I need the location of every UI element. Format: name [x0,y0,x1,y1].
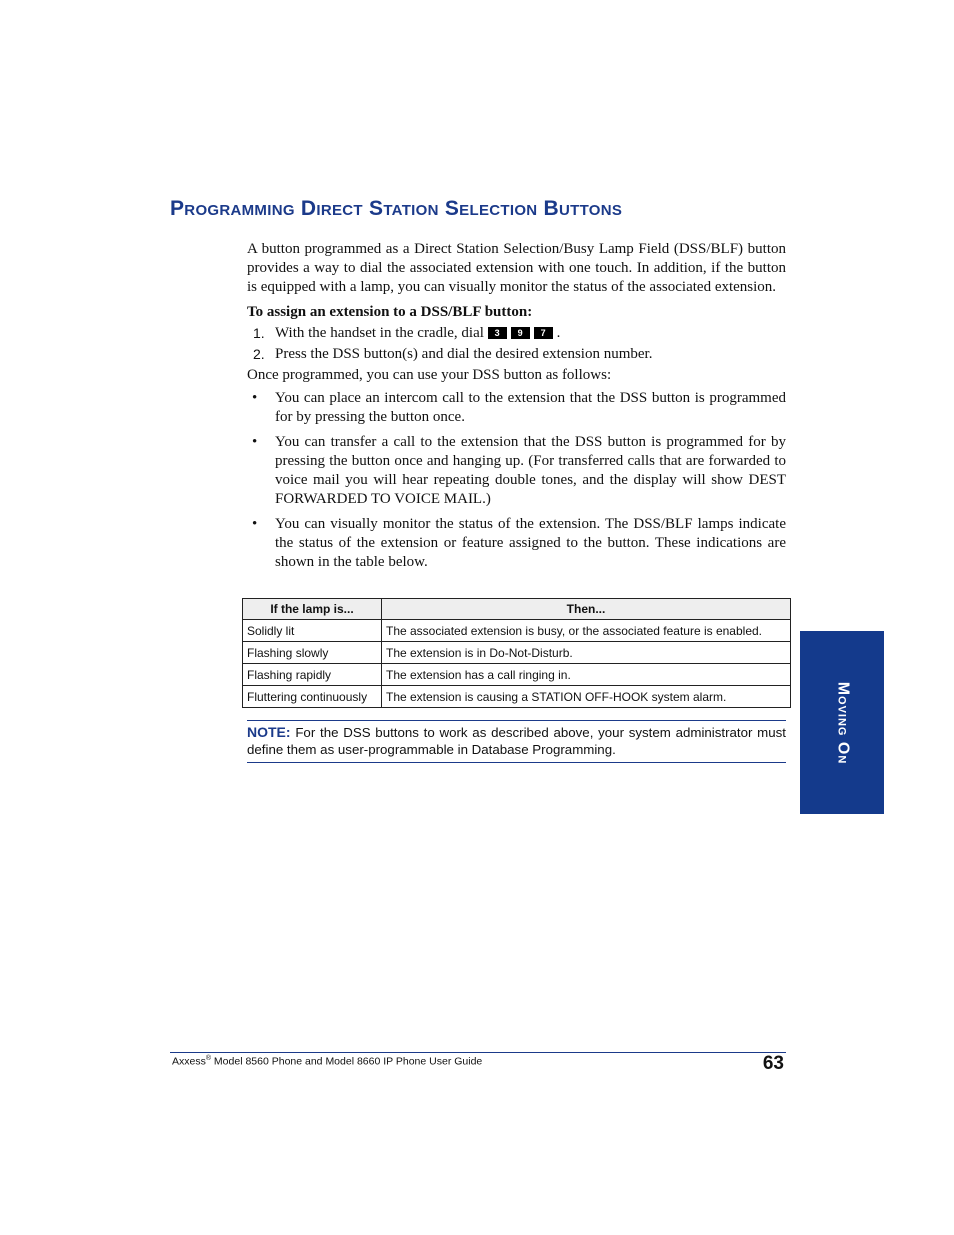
step-text: With the handset in the cradle, dial [275,325,484,341]
body-content [247,240,786,578]
step-item [247,324,786,343]
key-7-icon: 7 [534,327,553,339]
step-item [247,345,786,364]
meaning-cell: The associated extension is busy, or the associated feature is enabled. [382,620,791,642]
note-text: For the DSS buttons to work as described above, your system administrator must define them as user-programmable in Database Programming. [247,725,786,757]
column-header: Then... [382,599,791,620]
bullet-item [247,515,786,572]
meaning-cell: The extension is causing a STATION OFF-HOOK system alarm. [382,686,791,708]
lamp-state-cell: Solidly lit [243,620,382,642]
section-tab-label: Moving On [834,681,851,764]
table-row [243,664,791,686]
footer-title [172,1055,482,1068]
lamp-state-cell: Flashing rapidly [243,664,382,686]
assign-heading: To assign an extension to a DSS/BLF button: [247,304,533,320]
page-title: Programming Direct Station Selection Buttons [170,197,623,220]
key-3-icon: 3 [488,327,507,339]
footer-guide-name: Model 8560 Phone and Model 8660 IP Phone User Guide [211,1055,483,1068]
meaning-cell: The extension is in Do-Not-Disturb. [382,642,791,664]
bullet-item [247,389,786,427]
bullet-icon: • [252,516,258,532]
footer-brand: Axxess [172,1055,206,1068]
column-header: If the lamp is... [243,599,382,620]
note-box [247,720,786,763]
note-label: NOTE: [247,724,291,740]
key-9-icon: 9 [511,327,530,339]
once-programmed-text: Once programmed, you can use your DSS button as follows: [247,367,612,383]
bullet-text: You can transfer a call to the extension that the DSS button is programmed for by pressing the button once and hanging up. (For transferred calls that are forwarded to voice mail you will hear repeating double tones, and the display will show DEST FORWARDED TO VOICE MAIL.) [275,434,786,507]
step-suffix: . [556,325,561,341]
table-header-row [243,599,791,620]
step-number: 2. [253,346,265,362]
meaning-cell: The extension has a call ringing in. [382,664,791,686]
registered-mark: ® [205,1055,212,1062]
table-row [243,620,791,642]
section-tab [800,631,884,814]
step-number: 1. [253,325,265,341]
bullet-icon: • [252,434,258,450]
bullet-text: You can visually monitor the status of the extension. The DSS/BLF lamps indicate the status of the extension or feature assigned to the button. These indications are shown in the table below. [275,516,786,570]
bullet-icon: • [252,390,258,406]
page-number: 63 [762,1053,784,1074]
bullet-list [247,389,786,572]
table-row [243,642,791,664]
step-text: Press the DSS button(s) and dial the desired extension number. [275,346,653,362]
lamp-status-table [242,598,791,708]
bullet-text: You can place an intercom call to the extension that the DSS button is programmed for by pressing the button once. [275,390,786,425]
intro-paragraph: A button programmed as a Direct Station Selection/Busy Lamp Field (DSS/BLF) button provides a way to dial the associated extension with one touch. In addition, if the button is equipped with a lamp, you can visually monitor the status of the associated extension. [247,241,786,295]
footer-divider [170,1052,786,1053]
bullet-item [247,433,786,509]
lamp-state-cell: Fluttering continuously [243,686,382,708]
steps-list [247,324,786,364]
table-row [243,686,791,708]
lamp-state-cell: Flashing slowly [243,642,382,664]
